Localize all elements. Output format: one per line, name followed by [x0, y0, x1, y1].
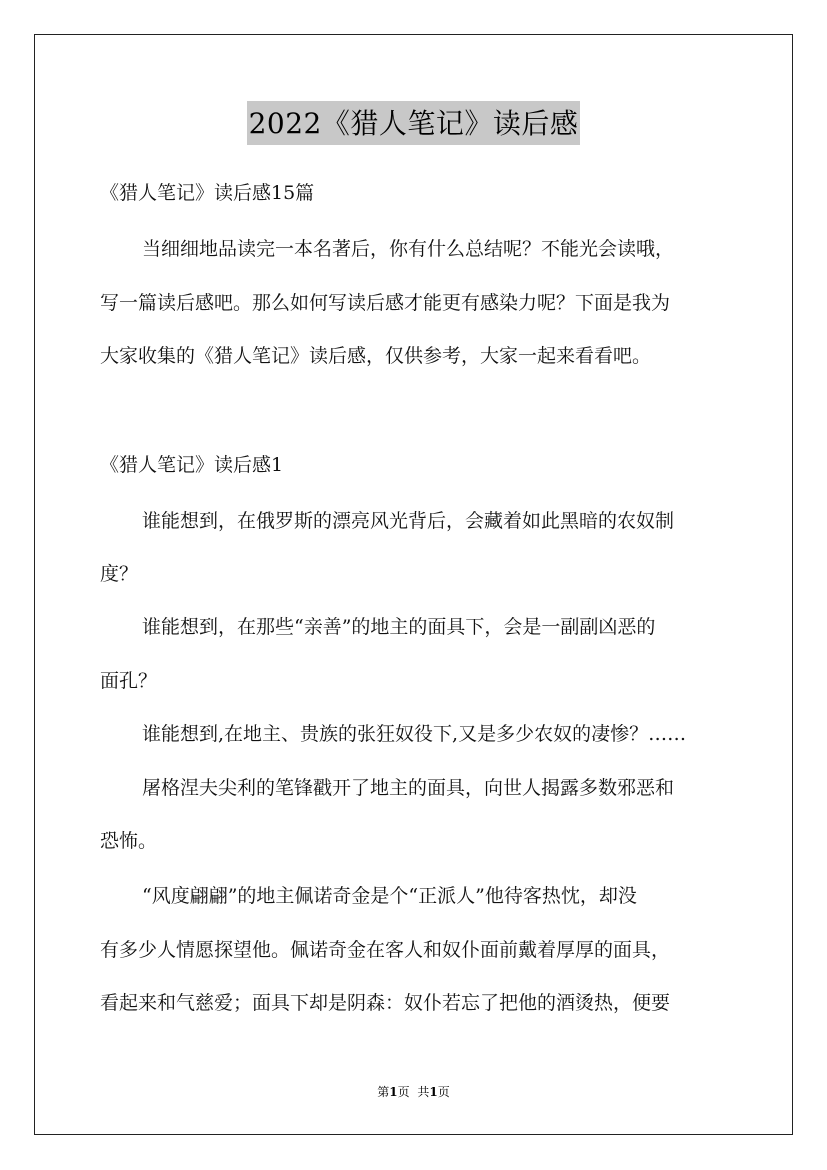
intro-line-3: 大家收集的《猎人笔记》读后感，仅供参考，大家一起来看看吧。 — [100, 345, 652, 367]
footer-prefix: 第 — [377, 1085, 390, 1099]
footer-page-number: 1 — [389, 1085, 398, 1099]
body-line-1: 谁能想到，在俄罗斯的漂亮风光背后，会藏着如此黑暗的农奴制 — [142, 510, 675, 532]
body-line-3: 谁能想到，在那些“亲善”的地主的面具下，会是一副副凶恶的 — [142, 616, 656, 638]
body-line-10: 看起来和气慈爱；面具下却是阴森：奴仆若忘了把他的酒烫热，便要 — [100, 992, 671, 1014]
intro-line-2: 写一篇读后感吧。那么如何写读后感才能更有感染力呢？下面是我为 — [100, 292, 671, 314]
body-line-8: “风度翩翩”的地主佩诺奇金是个“正派人”他待客热忱，却没 — [142, 885, 637, 907]
footer-total-pages: 1 — [429, 1085, 438, 1099]
document-title: 2022《猎人笔记》读后感 — [247, 101, 581, 145]
body-line-6: 屠格涅夫尖利的笔锋戳开了地主的面具，向世人揭露多数邪恶和 — [142, 777, 675, 799]
body-line-2: 度？ — [100, 563, 139, 585]
footer-total-suffix: 页 — [437, 1085, 450, 1099]
section-heading: 《猎人笔记》读后感1 — [100, 454, 284, 476]
footer-total-prefix: 共 — [417, 1085, 430, 1099]
footer-page-suffix: 页 — [397, 1085, 410, 1099]
body-line-7: 恐怖。 — [100, 830, 158, 852]
page-footer — [0, 1083, 827, 1100]
intro-line-1: 当细细地品读完一本名著后，你有什么总结呢？不能光会读哦， — [142, 238, 675, 260]
body-line-4: 面孔？ — [100, 670, 158, 692]
body-line-9: 有多少人情愿探望他。佩诺奇金在客人和奴仆面前戴着厚厚的面具， — [100, 939, 671, 961]
title-container — [0, 101, 827, 145]
subtitle: 《猎人笔记》读后感15篇 — [100, 182, 315, 204]
body-line-5: 谁能想到,在地主、贵族的张狂奴役下,又是多少农奴的凄惨？…… — [142, 723, 687, 745]
